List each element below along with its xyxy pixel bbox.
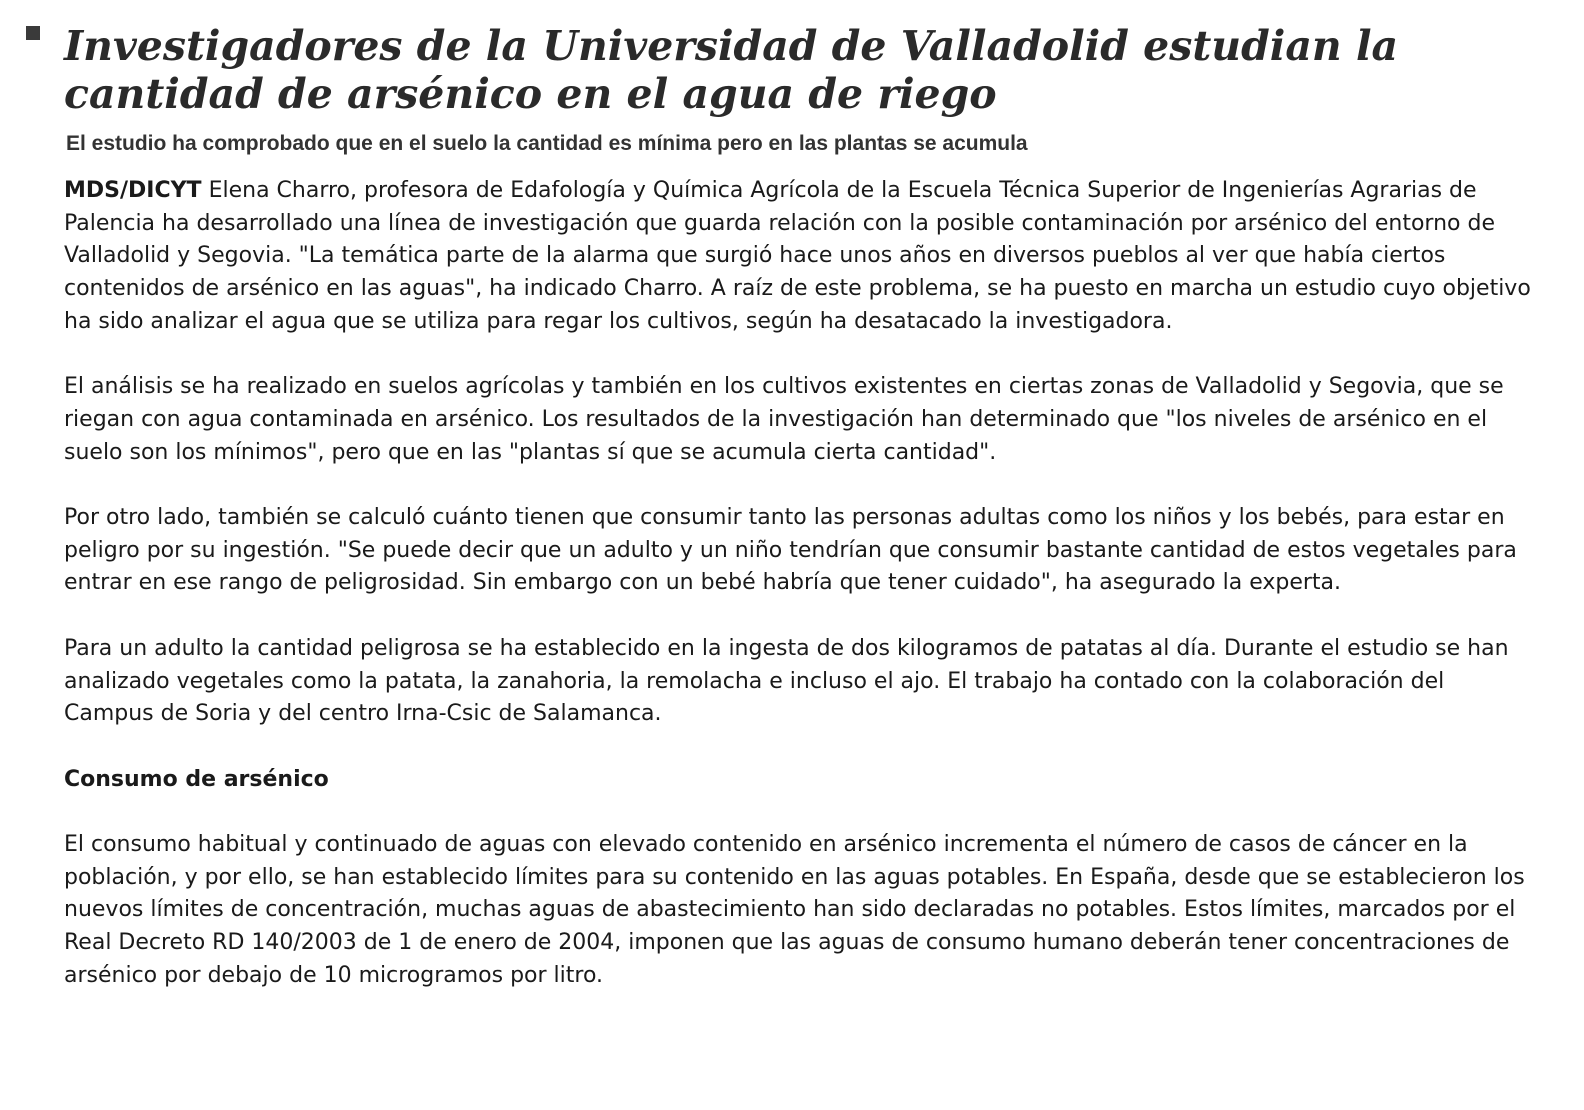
article-title: Investigadores de la Universidad de Valladolid estudian la cantidad de arsénico en el agua de riego bbox=[64, 22, 1399, 118]
byline: MDS/DICYT bbox=[64, 178, 202, 203]
section-paragraph: El consumo habitual y continuado de aguas con elevado contenido en arsénico incrementa el número de casos de cáncer en la población, y por ello, se han establecido límites para su contenido en las aguas potables. En España, desde que se establecieron los nuevos límites de concentración, muchas aguas de abastecimiento han sido declaradas no potables. Estos límites, marcados por el Real Decreto RD 140/2003 de 1 de enero de 2004, imponen que las aguas de consumo humano deberán tener concentraciones de arsénico por debajo de 10 microgramos por litro. bbox=[64, 831, 1525, 988]
article-paragraph bbox=[64, 175, 1538, 339]
article-subtitle: El estudio ha comprobado que en el suelo la cantidad es mínima pero en las plantas se acumula bbox=[66, 132, 1028, 155]
article-paragraph: Por otro lado, también se calculó cuánto tienen que consumir tanto las personas adultas como los niños y los bebés, para estar en peligro por su ingestión. "Se puede decir que un adulto y un niño tendrían que consumir bastante cantidad de estos vegetales para entrar en ese rango de peligrosidad. Sin embargo con un bebé habría que tener cuidado", ha asegurado la experta. bbox=[64, 505, 1517, 596]
article-body bbox=[64, 175, 1538, 1025]
article-paragraph: Para un adulto la cantidad peligrosa se ha establecido en la ingesta de dos kilogramos de patatas al día. Durante el estudio se han analizado vegetales como la patata, la zanahoria, la remolacha e incluso el ajo. El trabajo ha contado con la colaboración del Campus de Soria y del centro Irna-Csic de Salamanca. bbox=[64, 635, 1509, 727]
paragraph-text: Elena Charro, profesora de Edafología y Química Agrícola de la Escuela Técnica Superior de Ingenierías Agrarias de Palencia ha desarrollado una línea de investigación que guarda relación con la posible contaminación por arsénico del entorno de Valladolid y Segovia. "La temática parte de la alarma que surgió hace unos años en diversos pueblos al ver que había ciertos contenidos de arsénico en las aguas", ha indicado Charro. A raíz de este problema, se ha puesto en marcha un estudio cuyo objetivo ha sido analizar el agua que se utiliza para regar los cultivos, según ha desatacado la investigadora. bbox=[64, 178, 1531, 334]
square-bullet-icon bbox=[26, 26, 40, 40]
section-heading: Consumo de arsénico bbox=[64, 766, 329, 792]
article-paragraph: El análisis se ha realizado en suelos agrícolas y también en los cultivos existentes en ciertas zonas de Valladolid y Segovia, que se riegan con agua contaminada en arsénico. Los resultados de la investigación han determinado que "los niveles de arsénico en el suelo son los mínimos", pero que en las "plantas sí que se acumula cierta cantidad". bbox=[64, 374, 1504, 465]
